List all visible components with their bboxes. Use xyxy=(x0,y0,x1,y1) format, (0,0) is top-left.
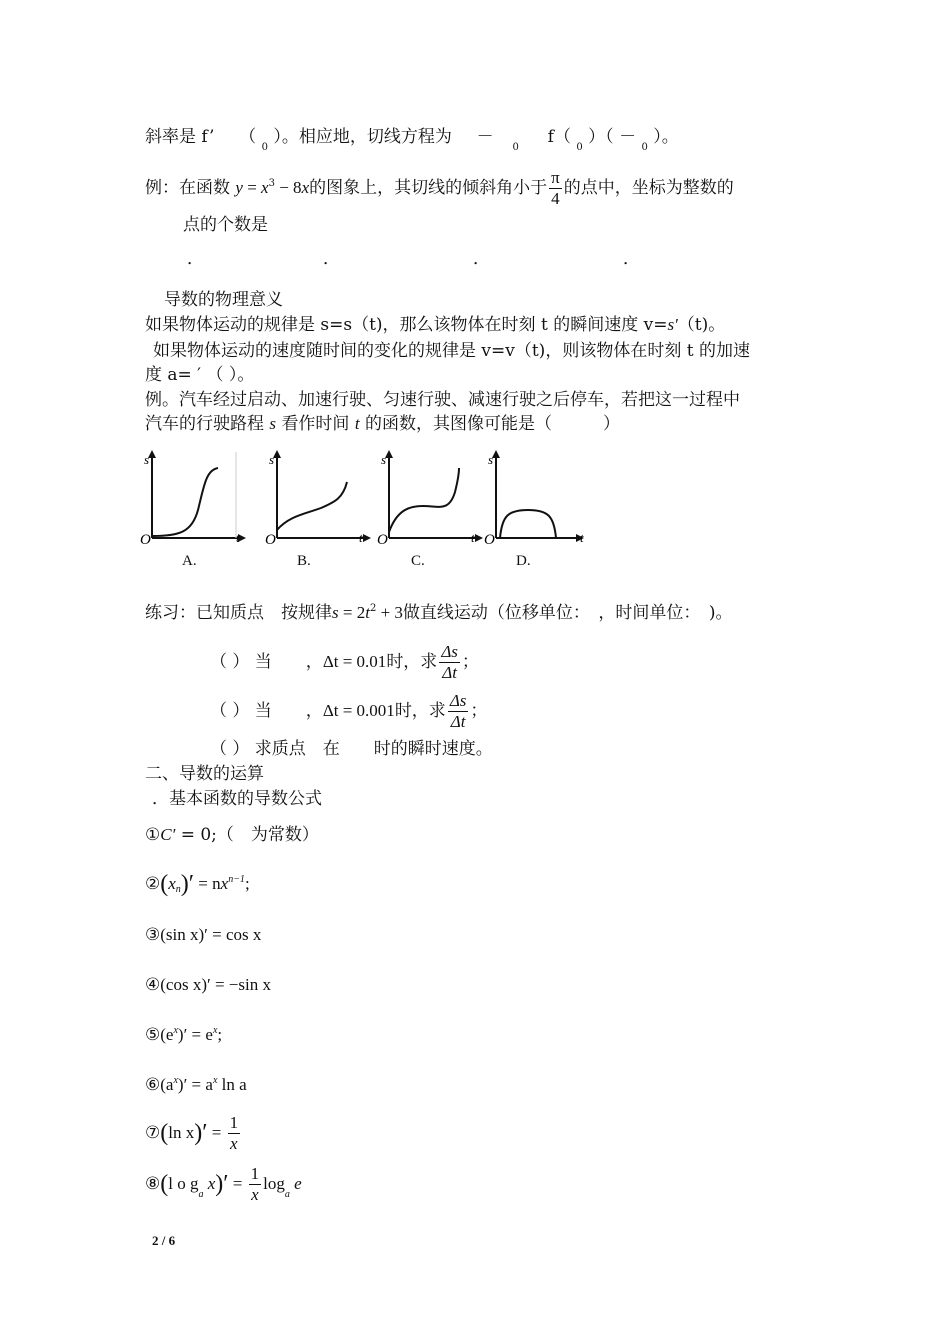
subscript: 0 xyxy=(641,142,648,153)
example2-line1: 例。汽车经过启动、加速行驶、匀速行驶、减速行驶之后停车，若把这一过程中 xyxy=(145,390,740,410)
math-op: = xyxy=(207,1123,226,1142)
formula-text: ln x xyxy=(168,1123,195,1142)
text: 斜率是 f’ xyxy=(145,127,215,147)
formula-4 xyxy=(145,974,271,996)
physics-p2: 如果物体运动的速度随时间的变化的规律是 v=v（t)，则该物体在时刻 t 的加速 xyxy=(153,341,750,361)
formula-text: )′ = e xyxy=(177,1025,213,1044)
math-var: x xyxy=(220,874,229,893)
axis-t-label: t xyxy=(359,530,363,545)
numerator: Δs xyxy=(449,691,467,710)
one-over-x xyxy=(249,1164,262,1205)
text: （ xyxy=(239,127,257,147)
formula-text: log xyxy=(263,1174,285,1193)
formula-text: )′ = a xyxy=(177,1075,213,1094)
option-b: ． xyxy=(323,249,340,269)
page-number: 2 / 6 xyxy=(152,1233,176,1248)
math-op: = 0.01 xyxy=(338,652,387,671)
one-over-x xyxy=(228,1113,241,1154)
paren: ( xyxy=(160,1171,169,1197)
paren: ( xyxy=(160,1120,169,1146)
axis-s-label: s xyxy=(381,452,387,467)
math-var: y xyxy=(235,178,243,197)
text: 的图象上，其切线的倾斜角小于 xyxy=(309,178,548,198)
pi-over-4 xyxy=(549,168,562,209)
formula-6 xyxy=(145,1074,247,1099)
numerator: 1 xyxy=(229,1113,239,1132)
section2-heading: 二、导数的运算 xyxy=(145,764,264,784)
paren: )′ xyxy=(215,1171,229,1197)
numerator: Δs xyxy=(441,642,458,661)
text: f（ xyxy=(547,127,571,147)
exponent: x xyxy=(173,1025,178,1036)
practice-q3: （ ） 求质点 在 时的瞬时速度。 xyxy=(210,739,493,759)
physics-p3: 度 a= ′ （ ）。 xyxy=(145,365,255,385)
formula-text: l o g xyxy=(168,1174,199,1193)
slope-line xyxy=(145,126,679,151)
text: 的点中，坐标为整数的 xyxy=(563,178,734,198)
formula-7 xyxy=(145,1112,242,1154)
text: 如果物体运动的规律是 s=s（t)，那么该物体在时刻 t 的瞬间速度 v= xyxy=(145,315,668,335)
graph-label-b: B. xyxy=(297,553,311,569)
math-var: x xyxy=(301,178,310,197)
subscript: 0 xyxy=(512,142,519,153)
math-op: − 8 xyxy=(274,178,302,197)
math-var: x xyxy=(261,178,269,197)
formula-5 xyxy=(145,1024,222,1049)
practice-q2 xyxy=(210,690,487,732)
log-base: a xyxy=(284,1189,290,1200)
formula-number: ⑤ xyxy=(145,1025,161,1045)
paren: )′ xyxy=(194,1120,208,1146)
formula-number: ⑥ xyxy=(145,1075,161,1095)
denominator: Δt xyxy=(442,663,457,682)
text: 做直线运动（位移单位： ，时间单位： )。 xyxy=(402,603,733,623)
formula-number: ① xyxy=(145,825,161,845)
text: = 0;（ 为常数） xyxy=(175,825,319,845)
axis-s-label: s xyxy=(488,452,494,467)
math-var: Δt xyxy=(322,652,339,671)
graph-b xyxy=(265,450,375,550)
origin-label: O xyxy=(377,532,388,548)
numerator: π xyxy=(551,168,560,187)
numerator: 1 xyxy=(250,1164,260,1183)
text: ; xyxy=(244,874,250,893)
exponent: x xyxy=(212,1075,218,1086)
practice-q1 xyxy=(210,641,479,683)
formula-number: ④ xyxy=(145,975,161,995)
paren: )′ xyxy=(180,871,195,897)
axis-t-label: t xyxy=(471,530,475,545)
denominator: x xyxy=(251,1185,259,1204)
text: － xyxy=(476,127,494,147)
formula-1 xyxy=(145,824,319,846)
option-d: ． xyxy=(623,249,640,269)
physics-heading: 导数的物理意义 xyxy=(164,290,283,310)
text: （ ） 当 ， xyxy=(210,701,323,721)
graph-a xyxy=(140,450,250,550)
math-var: t xyxy=(365,603,370,622)
graph-label-a: A. xyxy=(182,553,197,569)
formula-number: ⑧ xyxy=(145,1174,161,1194)
denominator: 4 xyxy=(551,189,560,208)
math-op: = xyxy=(242,178,262,197)
math-var: s xyxy=(269,414,277,433)
text: ； xyxy=(470,701,488,721)
option-c: ． xyxy=(473,249,490,269)
math-var: Δt xyxy=(322,701,339,720)
formula-text: (sin x)′ = cos x xyxy=(160,925,262,944)
formula-number: ③ xyxy=(145,925,161,945)
exponent: n xyxy=(175,884,181,895)
text: － xyxy=(619,127,637,147)
option-a: ． xyxy=(187,249,204,269)
text: 时，求 xyxy=(394,701,446,721)
graph-d xyxy=(484,450,594,550)
axis-t-label: t xyxy=(236,530,240,545)
formula-3 xyxy=(145,924,261,946)
text: 汽车的行驶路程 xyxy=(145,414,264,434)
math-var: s′ xyxy=(667,315,678,334)
subscript: 0 xyxy=(261,142,268,153)
text: 例：在函数 xyxy=(145,178,230,198)
text: 的函数，其图像可能是（ ） xyxy=(364,414,620,434)
formula-8 xyxy=(145,1163,302,1208)
text: ）。 xyxy=(653,127,679,147)
exponent: 3 xyxy=(268,178,275,189)
graph-label-d: D. xyxy=(516,553,531,569)
origin-label: O xyxy=(484,532,495,548)
graph-label-c: C. xyxy=(411,553,425,569)
example1-line1 xyxy=(145,168,734,211)
exponent: x xyxy=(212,1025,218,1036)
text: ）。相应地，切线方程为 xyxy=(273,127,452,147)
math-var: x xyxy=(168,874,176,893)
exponent: x xyxy=(173,1075,178,1086)
text: 看作时间 xyxy=(281,414,350,434)
text: 时，求 xyxy=(386,652,438,672)
formula-number: ⑦ xyxy=(145,1123,161,1143)
math-var: t xyxy=(354,414,360,433)
example1-line2: 点的个数是 xyxy=(183,215,268,235)
formula-text: (cos x)′ = −sin x xyxy=(160,975,271,994)
practice-line1 xyxy=(145,602,733,627)
axis-s-label: s xyxy=(269,452,275,467)
axis-s-label: s xyxy=(144,452,150,467)
formula-text: (a xyxy=(160,1075,174,1094)
math-op: = 0.001 xyxy=(338,701,395,720)
math-op: = 2 xyxy=(338,603,366,622)
origin-label: O xyxy=(140,532,151,548)
graph-c xyxy=(377,450,487,550)
math-op: = n xyxy=(194,874,221,893)
math-var: x xyxy=(203,1174,216,1193)
section2-subheading: ．基本函数的导数公式 xyxy=(152,789,322,809)
subscript: 0 xyxy=(576,142,583,153)
text: ）（ xyxy=(588,127,614,147)
denominator: Δt xyxy=(450,712,466,731)
math-var: C′ xyxy=(160,825,176,844)
math-var: s xyxy=(332,603,339,622)
origin-label: O xyxy=(265,532,276,548)
ds-over-dt xyxy=(439,642,460,683)
text: ; xyxy=(217,1025,223,1044)
paren: ( xyxy=(160,871,169,897)
denominator: x xyxy=(230,1134,238,1153)
formula-text: ln a xyxy=(217,1075,247,1094)
text: （ ） 当 ， xyxy=(210,652,323,672)
formula-number: ② xyxy=(145,874,161,894)
formula-2 xyxy=(145,873,250,898)
text: （t)。 xyxy=(677,315,726,335)
text: ； xyxy=(461,652,479,672)
exponent: n−1 xyxy=(228,874,245,885)
example2-line2 xyxy=(145,413,620,435)
log-base: a xyxy=(198,1189,204,1200)
ds-over-dt xyxy=(448,691,469,732)
formula-text: (e xyxy=(160,1025,174,1044)
axis-t-label: t xyxy=(580,530,584,545)
text: 练习：已知质点 按规律 xyxy=(145,603,332,623)
math-var: e xyxy=(289,1174,302,1193)
math-op: = xyxy=(228,1174,247,1193)
math-op: + 3 xyxy=(376,603,403,622)
exponent: 2 xyxy=(369,603,377,614)
physics-p1 xyxy=(145,314,725,336)
